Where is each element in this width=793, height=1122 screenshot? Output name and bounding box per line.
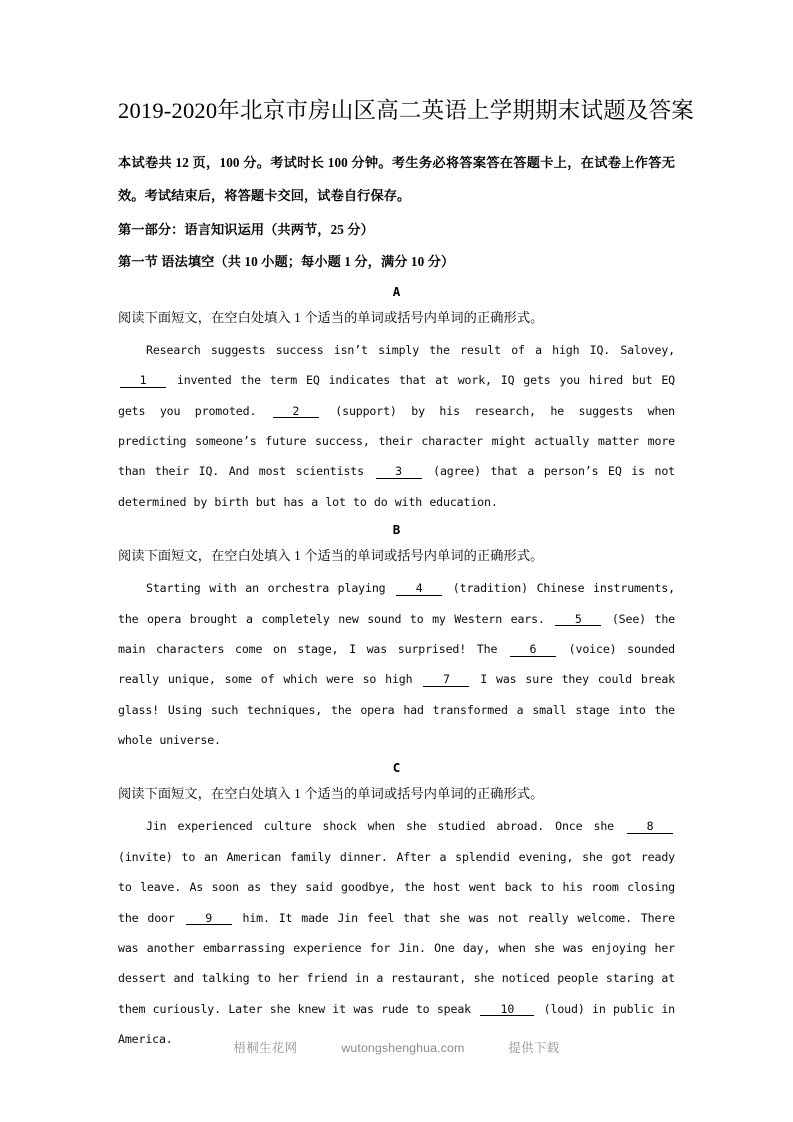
passage-text-run: invented the term EQ indicates that at work, IQ gets you hired but EQ gets you promoted. — [118, 373, 675, 418]
passage-instruction-c: 阅读下面短文，在空白处填入 1 个适当的单词或括号内单词的正确形式。 — [118, 786, 544, 802]
passage-marker-a: A — [392, 283, 401, 299]
answer-blank-4[interactable]: 4 — [396, 582, 442, 596]
passage-text-run: Starting with an orchestra playing — [146, 581, 395, 596]
page-title: 2019-2020年北京市房山区高二英语上学期期末试题及答案 — [118, 98, 694, 123]
footer-note: 提供下载 — [508, 1041, 560, 1055]
passage-instruction-a: 阅读下面短文，在空白处填入 1 个适当的单词或括号内单词的正确形式。 — [118, 309, 544, 325]
passage-text-run: (support) by his research, he suggests when predicting someone’s future success, their character might actually matter more than their IQ. And most scientists — [118, 403, 675, 479]
answer-blank-2[interactable]: 2 — [273, 405, 319, 419]
answer-blank-1[interactable]: 1 — [120, 374, 166, 388]
passage-body-a — [118, 331, 675, 517]
answer-blank-3[interactable]: 3 — [376, 465, 422, 479]
passage-text-run: him. It made Jin feel that she was not really welcome. There was another embarrassing experience for Jin. One day, when she was enjoying her dessert and talking to her friend in a restaurant, she noticed people staring at them curiously. Later she knew it was rude to speak — [118, 910, 675, 1016]
footer-brand: 梧桐生花网 — [233, 1041, 298, 1055]
passage-text-run: (See) the main characters come on stage, I was surprised! The — [118, 611, 675, 656]
passage-text-run: I was sure they could break glass! Using such techniques, the opera had transformed a small stage into the whole universe. — [118, 672, 675, 747]
answer-blank-7[interactable]: 7 — [423, 673, 469, 687]
passage-text-run: (agree) that a person’s EQ is not determined by birth but has a lot to do with education. — [118, 464, 675, 509]
passage-body-b — [118, 569, 675, 755]
passage-body-c — [118, 807, 675, 1054]
answer-blank-5[interactable]: 5 — [555, 613, 601, 627]
section-heading: 第一节 语法填空（共 10 小题；每小题 1 分，满分 10 分） — [118, 254, 455, 270]
answer-blank-6[interactable]: 6 — [510, 643, 556, 657]
exam-instructions: 本试卷共 12 页，100 分。考试时长 100 分钟。考生务必将答案答在答题卡上，在试卷上作答无效。考试结束后，将答题卡交回，试卷自行保存。 — [118, 155, 675, 203]
answer-blank-10[interactable]: 10 — [480, 1003, 534, 1017]
passage-text-run: Research suggests success isn’t simply the result of a high IQ. Salovey, — [146, 342, 675, 357]
passage-text-run: (loud) in public in America. — [118, 1001, 675, 1047]
passage-instruction-b: 阅读下面短文，在空白处填入 1 个适当的单词或括号内单词的正确形式。 — [118, 548, 544, 564]
answer-blank-8[interactable]: 8 — [627, 820, 673, 834]
passage-text-run: Jin experienced culture shock when she studied abroad. Once she — [146, 819, 625, 834]
footer-watermark — [0, 1038, 793, 1056]
passage-text-run: (invite) to an American family dinner. After a splendid evening, she got ready to leave. As soon as they said goodbye, the host went back to his room closing the door — [118, 849, 675, 925]
passage-marker-b: B — [392, 522, 401, 538]
footer-website: wutongshenghua.com — [341, 1041, 465, 1055]
passage-marker-c: C — [392, 760, 401, 776]
passage-text-run: (tradition) Chinese instruments, the opera brought a completely new sound to my Western ears. — [118, 581, 676, 626]
answer-blank-9[interactable]: 9 — [186, 912, 232, 926]
passage-text-run: (voice) sounded really unique, some of which were so high — [118, 641, 675, 687]
part-heading: 第一部分：语言知识运用（共两节，25 分） — [118, 222, 374, 238]
